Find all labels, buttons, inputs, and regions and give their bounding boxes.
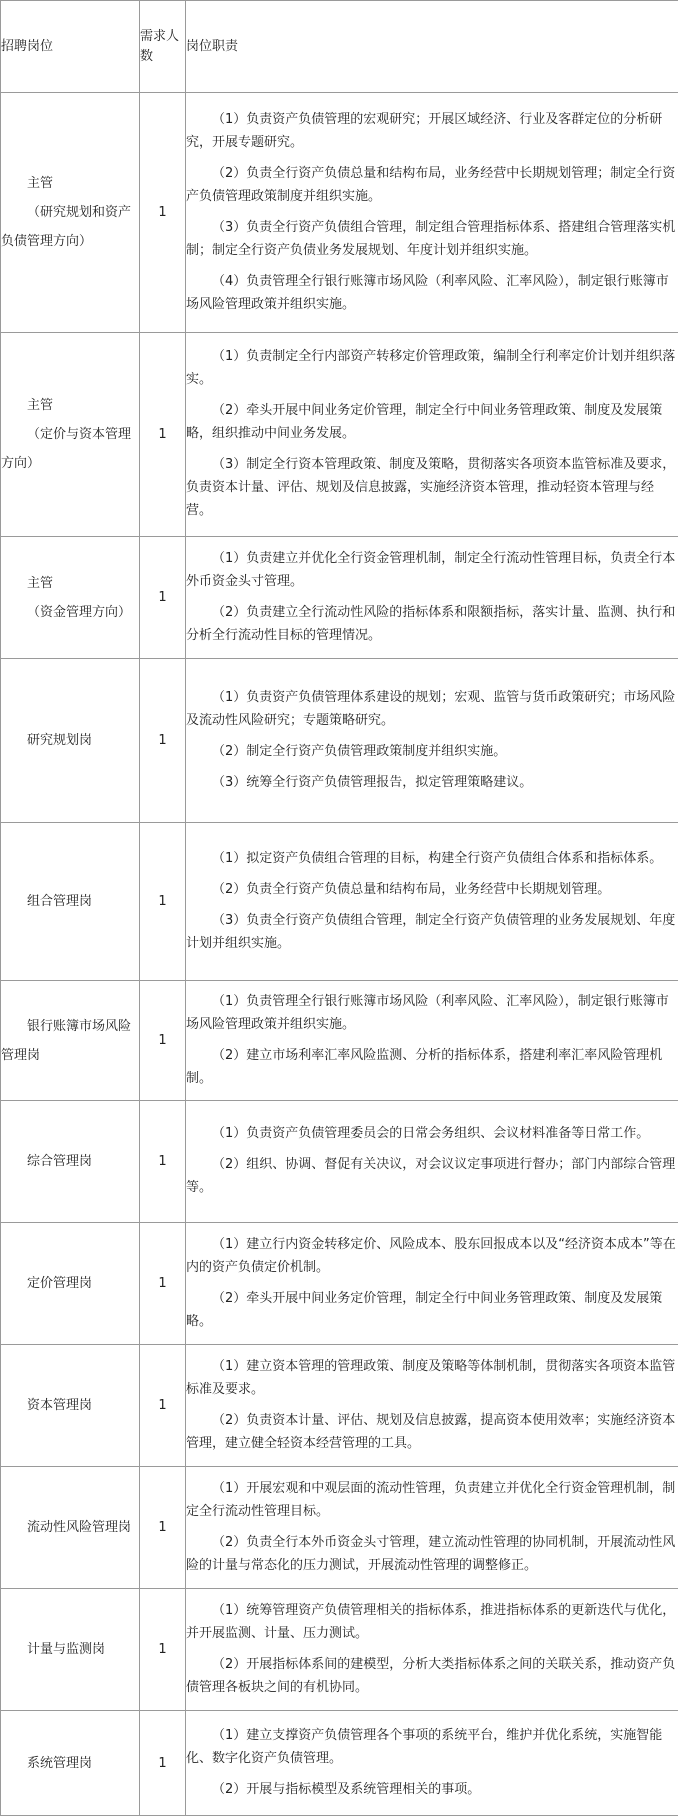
table-row bbox=[1, 1711, 678, 1816]
position-cell bbox=[1, 1101, 140, 1223]
duties-cell bbox=[186, 1345, 678, 1467]
headcount-cell: 1 bbox=[140, 1345, 186, 1467]
position-title: 定价管理岗 bbox=[1, 1269, 139, 1298]
duties-cell bbox=[186, 1101, 678, 1223]
duties-cell bbox=[186, 1467, 678, 1589]
duty-item: （1）负责资产负债管理的宏观研究；开展区域经济、行业及客群定位的分析研究，开展专题研究。 bbox=[186, 108, 678, 154]
headcount-cell: 1 bbox=[140, 1101, 186, 1223]
headcount-cell: 1 bbox=[140, 1589, 186, 1711]
position-title: 综合管理岗 bbox=[1, 1147, 139, 1176]
headcount-cell: 1 bbox=[140, 981, 186, 1101]
table-row bbox=[1, 333, 678, 537]
duties-cell bbox=[186, 659, 678, 823]
position-title: 主管 bbox=[1, 391, 139, 420]
position-direction: （定价与资本管理方向） bbox=[1, 420, 139, 478]
duty-item: （1）负责资产负债管理委员会的日常会务组织、会议材料准备等日常工作。 bbox=[186, 1122, 678, 1145]
position-cell bbox=[1, 659, 140, 823]
duty-item: （2）负责建立全行流动性风险的指标体系和限额指标，落实计量、监测、执行和分析全行流动性目标的管理情况。 bbox=[186, 601, 678, 647]
position-title: 组合管理岗 bbox=[1, 887, 139, 916]
duty-item: （2）制定全行资产负债管理政策制度并组织实施。 bbox=[186, 740, 678, 763]
duty-item: （2）牵头开展中间业务定价管理，制定全行中间业务管理政策、制度及发展策略。 bbox=[186, 1287, 678, 1333]
table-row bbox=[1, 1345, 678, 1467]
headcount-cell: 1 bbox=[140, 93, 186, 333]
duty-item: （1）负责管理全行银行账簿市场风险（利率风险、汇率风险），制定银行账簿市场风险管理政策并组织实施。 bbox=[186, 990, 678, 1036]
duty-item: （1）建立行内资金转移定价、风险成本、股东回报成本以及“经济资本成本”等在内的资产负债定价机制。 bbox=[186, 1233, 678, 1279]
position-title: 计量与监测岗 bbox=[1, 1635, 139, 1664]
position-cell bbox=[1, 981, 140, 1101]
position-cell bbox=[1, 1711, 140, 1816]
duties-cell bbox=[186, 1223, 678, 1345]
duty-item: （3）统筹全行资产负债管理报告，拟定管理策略建议。 bbox=[186, 771, 678, 794]
table-row bbox=[1, 1223, 678, 1345]
position-title: 主管 bbox=[1, 569, 139, 598]
duty-item: （3）负责全行资产负债组合管理，制定全行资产负债管理的业务发展规划、年度计划并组织实施。 bbox=[186, 909, 678, 955]
headcount-cell: 1 bbox=[140, 1711, 186, 1816]
headcount-cell: 1 bbox=[140, 1467, 186, 1589]
header-position: 招聘岗位 bbox=[1, 1, 140, 93]
duties-cell bbox=[186, 93, 678, 333]
position-title: 研究规划岗 bbox=[1, 726, 139, 755]
table-row bbox=[1, 1467, 678, 1589]
duties-cell bbox=[186, 1589, 678, 1711]
table-row bbox=[1, 1589, 678, 1711]
position-direction: （研究规划和资产负债管理方向） bbox=[1, 198, 139, 256]
duty-item: （2）组织、协调、督促有关决议，对会议议定事项进行督办；部门内部综合管理等。 bbox=[186, 1153, 678, 1199]
duty-item: （1）开展宏观和中观层面的流动性管理，负责建立并优化全行资金管理机制，制定全行流动性管理目标。 bbox=[186, 1477, 678, 1523]
position-title: 流动性风险管理岗 bbox=[1, 1513, 139, 1542]
duty-item: （4）负责管理全行银行账簿市场风险（利率风险、汇率风险），制定银行账簿市场风险管理政策并组织实施。 bbox=[186, 270, 678, 316]
duty-item: （1）负责制定全行内部资产转移定价管理政策，编制全行利率定价计划并组织落实。 bbox=[186, 345, 678, 391]
table-row bbox=[1, 1101, 678, 1223]
duty-item: （1）负责资产负债管理体系建设的规划；宏观、监管与货币政策研究；市场风险及流动性风险研究；专题策略研究。 bbox=[186, 686, 678, 732]
position-cell bbox=[1, 1467, 140, 1589]
duty-item: （2）开展与指标模型及系统管理相关的事项。 bbox=[186, 1778, 678, 1801]
duties-cell bbox=[186, 333, 678, 537]
duty-item: （2）负责资本计量、评估、规划及信息披露，提高资本使用效率；实施经济资本管理，建立健全轻资本经营管理的工具。 bbox=[186, 1409, 678, 1455]
duties-cell bbox=[186, 823, 678, 981]
duty-item: （1）统筹管理资产负债管理相关的指标体系，推进指标体系的更新迭代与优化，并开展监测、计量、压力测试。 bbox=[186, 1599, 678, 1645]
position-cell bbox=[1, 1223, 140, 1345]
position-title: 主管 bbox=[1, 169, 139, 198]
headcount-cell: 1 bbox=[140, 823, 186, 981]
position-cell bbox=[1, 537, 140, 659]
headcount-cell: 1 bbox=[140, 333, 186, 537]
position-cell bbox=[1, 333, 140, 537]
duty-item: （2）开展指标体系间的建模型，分析大类指标体系之间的关联关系，推动资产负债管理各板块之间的有机协同。 bbox=[186, 1653, 678, 1699]
header-count: 需求人数 bbox=[140, 1, 186, 93]
position-cell bbox=[1, 93, 140, 333]
duty-item: （2）负责全行资产负债总量和结构布局，业务经营中长期规划管理；制定全行资产负债管理政策制度并组织实施。 bbox=[186, 162, 678, 208]
table-body bbox=[1, 93, 678, 1816]
duty-item: （1）拟定资产负债组合管理的目标，构建全行资产负债组合体系和指标体系。 bbox=[186, 847, 678, 870]
duty-item: （2）负责全行本外币资金头寸管理，建立流动性管理的协同机制，开展流动性风险的计量与常态化的压力测试，开展流动性管理的调整修正。 bbox=[186, 1531, 678, 1577]
position-cell bbox=[1, 823, 140, 981]
headcount-cell: 1 bbox=[140, 659, 186, 823]
duty-item: （2）建立市场利率汇率风险监测、分析的指标体系，搭建利率汇率风险管理机制。 bbox=[186, 1044, 678, 1090]
position-title: 系统管理岗 bbox=[1, 1749, 139, 1778]
position-title: 银行账簿市场风险管理岗 bbox=[1, 1012, 139, 1070]
table-row bbox=[1, 659, 678, 823]
table-header-row bbox=[1, 1, 678, 93]
duty-item: （3）负责全行资产负债组合管理，制定组合管理指标体系、搭建组合管理落实机制；制定全行资产负债业务发展规划、年度计划并组织实施。 bbox=[186, 216, 678, 262]
headcount-cell: 1 bbox=[140, 1223, 186, 1345]
duties-cell bbox=[186, 981, 678, 1101]
table-row bbox=[1, 537, 678, 659]
duty-item: （2）牵头开展中间业务定价管理，制定全行中间业务管理政策、制度及发展策略，组织推动中间业务发展。 bbox=[186, 399, 678, 445]
position-cell bbox=[1, 1589, 140, 1711]
duties-cell bbox=[186, 1711, 678, 1816]
position-cell bbox=[1, 1345, 140, 1467]
duty-item: （1）负责建立并优化全行资金管理机制，制定全行流动性管理目标，负责全行本外币资金头寸管理。 bbox=[186, 547, 678, 593]
table-row bbox=[1, 981, 678, 1101]
duty-item: （3）制定全行资本管理政策、制度及策略，贯彻落实各项资本监管标准及要求，负责资本计量、评估、规划及信息披露，实施经济资本管理，推动轻资本管理与经营。 bbox=[186, 453, 678, 522]
duty-item: （2）负责全行资产负债总量和结构布局，业务经营中长期规划管理。 bbox=[186, 878, 678, 901]
table-row bbox=[1, 93, 678, 333]
duty-item: （1）建立支撑资产负债管理各个事项的系统平台，维护并优化系统，实施智能化、数字化资产负债管理。 bbox=[186, 1724, 678, 1770]
position-title: 资本管理岗 bbox=[1, 1391, 139, 1420]
duty-item: （1）建立资本管理的管理政策、制度及策略等体制机制，贯彻落实各项资本监管标准及要求。 bbox=[186, 1355, 678, 1401]
headcount-cell: 1 bbox=[140, 537, 186, 659]
header-duties: 岗位职责 bbox=[186, 1, 678, 93]
table-row bbox=[1, 823, 678, 981]
position-direction: （资金管理方向） bbox=[1, 598, 139, 627]
duties-cell bbox=[186, 537, 678, 659]
